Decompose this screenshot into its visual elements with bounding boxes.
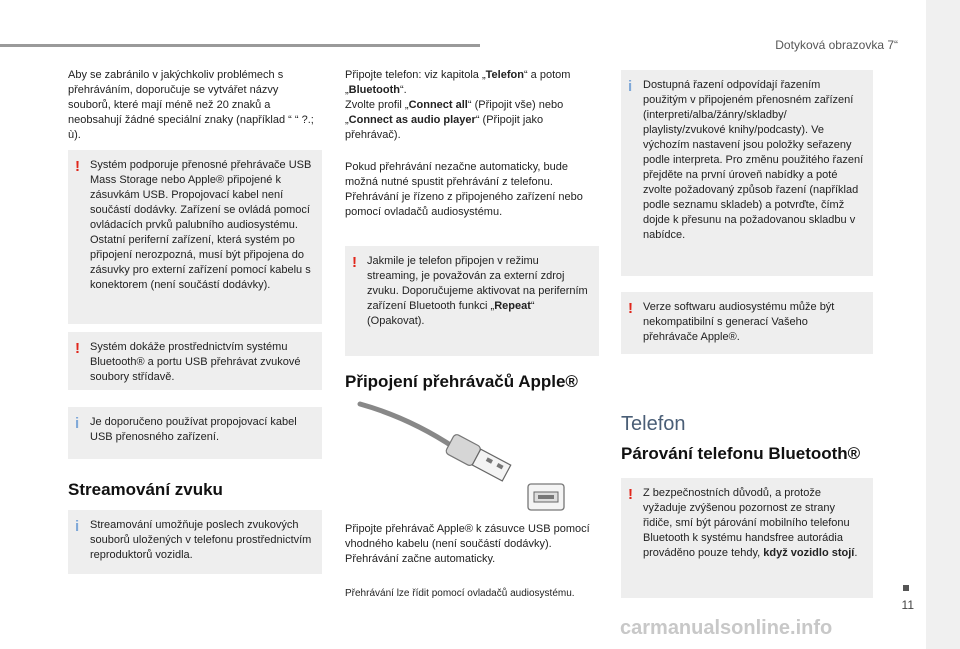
autoplay-paragraph: Pokud přehrávání nezačne automaticky, bude možná nutné spustit přehrávání z telefonu. Přehrávání je řízeno z připojeného zařízení nebo pomocí ovladačů audiosystému. <box>345 161 583 218</box>
apple-connect-paragraph: Připojte přehrávač Apple® k zásuvce USB pomocí vhodného kabelu (není součástí dodávky). Přehrávání začne automaticky. <box>345 523 590 565</box>
info-text: Dostupná řazení odpovídají řazením použitým v připojeném přenosném zařízení (interpreti/alba/žánry/skladby/ playlisty/zvukové knihy/podcasty). Ve výchozím nastavení jsou položky seřazeny podle interpreta. Pro změnu použitého řazení přejděte na první úroveň nabídky a poté zvolte požadovaný způsob řazení (například podle seznamu skladeb) a potvrďte, čímž dojde k přesunu na požadovanou skladbu v nabídce. <box>643 79 864 241</box>
info-icon: i <box>75 518 80 535</box>
warning-icon: ! <box>628 486 633 503</box>
info-box-streaming <box>68 510 322 574</box>
section-marker <box>903 585 909 591</box>
warning-box-pairing-safety: ! Z bezpečnostních důvodů, a protože vyžaduje zvýšenou pozornost ze strany řidiče, smí být párování mobilního telefonu Bluetooth k systému handsfree autorádia prováděno pouze tehdy, když vozidlo stojí. <box>621 478 873 598</box>
warning-icon: ! <box>628 300 633 317</box>
header-rule <box>0 44 480 47</box>
info-box-sorting <box>621 70 873 276</box>
page-edge-strip <box>926 0 960 649</box>
info-icon: i <box>628 78 633 95</box>
page-header-title: Dotyková obrazovka 7“ <box>775 38 898 52</box>
intro-paragraph: Aby se zabránilo v jakýchkoliv problémech s přehráváním, doporučuje se vytvářet názvy souborů, které mají méně než 20 znaků a neobsahují žádné speciální znaky (například “ “ ?.; ù). <box>68 69 314 141</box>
warning-box-usb-support <box>68 150 322 324</box>
section-title-telefon: Telefon <box>621 413 686 435</box>
watermark-text: carmanualsonline.info <box>620 617 833 639</box>
heading-bluetooth-pairing: Párování telefonu Bluetooth® <box>621 444 861 463</box>
info-text: Je doporučeno používat propojovací kabel USB přenosného zařízení. <box>90 416 297 443</box>
heading-apple-connect: Připojení přehrávačů Apple® <box>345 372 578 391</box>
heading-streaming: Streamování zvuku <box>68 480 223 499</box>
warning-icon: ! <box>75 340 80 357</box>
warning-icon: ! <box>352 254 357 271</box>
warning-box-bluetooth-usb <box>68 332 322 390</box>
warning-text: Systém podporuje přenosné přehrávače USB Mass Storage nebo Apple® připojené k zásuvkám USB. Propojovací kabel není součástí dodávky. Zařízení se ovládá pomocí ovládacích prvků palubního audiosystému. Ostatní periferní zařízení, která systém po připojení nerozpozná, musí být připojena do zásuvky pro externí zařízení pomocí kabelu s konektorem (není součástí dodávky). <box>90 159 312 291</box>
info-icon: i <box>75 415 80 432</box>
page-number: 11 <box>901 598 914 612</box>
apple-control-note: Přehrávání lze řídit pomocí ovladačů audiosystému. <box>345 588 575 599</box>
warning-text: Systém dokáže prostřednictvím systému Bluetooth® a portu USB přehrávat zvukové soubory střídavě. <box>90 341 301 383</box>
warning-box-apple-compat <box>621 292 873 354</box>
warning-text: Verze softwaru audiosystému může být nekompatibilní s generací Vašeho přehrávače Apple®. <box>643 301 835 343</box>
info-box-usb-cable <box>68 407 322 459</box>
warning-icon: ! <box>75 158 80 175</box>
info-text: Streamování umožňuje poslech zvukových souborů uložených v telefonu prostřednictvím reproduktorů vozidla. <box>90 519 312 561</box>
connect-phone-paragraph: Připojte telefon: viz kapitola „Telefon“ a potom „Bluetooth“. Zvolte profil „Connect all“ (Připojit vše) nebo „Connect as audio player“ (Připojit jako přehrávač). <box>345 69 571 141</box>
usb-plug-illustration <box>350 398 570 516</box>
warning-box-streaming-repeat: ! Jakmile je telefon připojen v režimu streaming, je považován za externí zdroj zvuku. Doporučujeme aktivovat na periferním zařízení Bluetooth funkci „Repeat“ (Opakovat). <box>345 246 599 356</box>
